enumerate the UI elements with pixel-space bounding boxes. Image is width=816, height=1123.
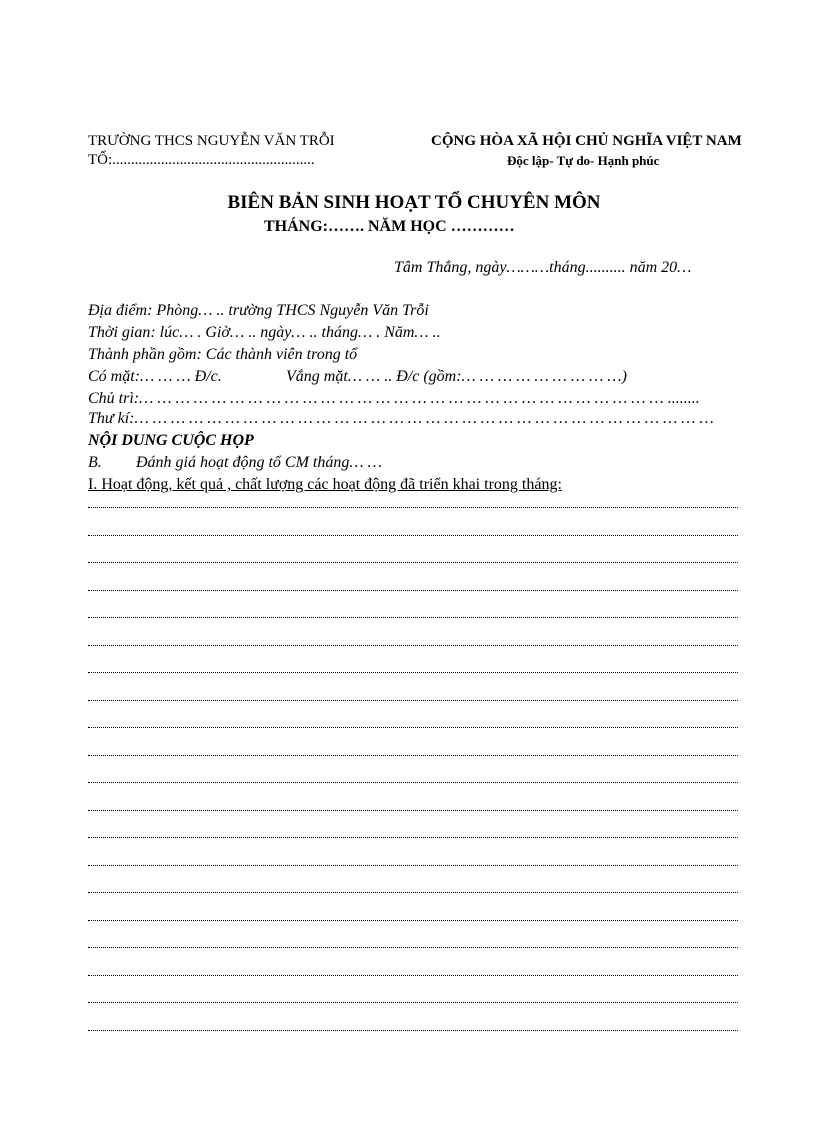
dotted-line bbox=[88, 672, 738, 673]
item-1-heading: I. Hoạt động, kết quả , chất lượng các hoạt động đã triển khai trong tháng: bbox=[88, 476, 562, 493]
dotted-line bbox=[88, 507, 738, 508]
composition-line: Thành phần gồm: Các thành viên trong tổ bbox=[88, 346, 358, 363]
dotted-line bbox=[88, 700, 738, 701]
dotted-line bbox=[88, 1002, 738, 1003]
section-b-letter: B. bbox=[88, 454, 102, 471]
dotted-line bbox=[88, 727, 738, 728]
dotted-line bbox=[88, 810, 738, 811]
dotted-line bbox=[88, 947, 738, 948]
document-subtitle: THÁNG:……. NĂM HỌC ………… bbox=[264, 218, 515, 235]
present-line: Có mặt:… … … Đ/c. bbox=[88, 368, 222, 385]
dotted-line bbox=[88, 1030, 738, 1031]
document-title: BIÊN BẢN SINH HOẠT TỔ CHUYÊN MÔN bbox=[227, 192, 601, 213]
group-field: TỔ:...................................................... bbox=[88, 152, 315, 168]
dotted-line bbox=[88, 865, 738, 866]
dotted-line bbox=[88, 562, 738, 563]
dotted-line bbox=[88, 892, 738, 893]
dotted-line bbox=[88, 755, 738, 756]
dotted-line bbox=[88, 535, 738, 536]
dotted-line bbox=[88, 782, 738, 783]
secretary-line: Thư kí:… … … … … … … … … … … … … … … … … … … … … … … … … … … … … … … … bbox=[88, 410, 714, 427]
location-line: Địa điểm: Phòng… .. trường THCS Nguyễn Văn Trỗi bbox=[88, 302, 429, 319]
section-heading: NỘI DUNG CUỘC HỌP bbox=[88, 432, 254, 449]
dotted-line bbox=[88, 920, 738, 921]
dotted-line bbox=[88, 975, 738, 976]
dotted-line bbox=[88, 837, 738, 838]
section-b-text: Đánh giá hoạt động tổ CM tháng… … bbox=[136, 454, 382, 471]
school-name: TRƯỜNG THCS NGUYỄN VĂN TRỖI bbox=[88, 133, 335, 149]
date-line: Tâm Thắng, ngày………tháng.......... năm 20… bbox=[394, 259, 692, 276]
country-name: CỘNG HÒA XÃ HỘI CHỦ NGHĨA VIỆT NAM bbox=[431, 133, 742, 149]
dotted-line bbox=[88, 617, 738, 618]
chair-line: Chủ trì:… … … … … … … … … … … … … … … … … … … … … … … … … … … … … ........ bbox=[88, 390, 700, 407]
dotted-line bbox=[88, 590, 738, 591]
dotted-line bbox=[88, 645, 738, 646]
national-motto: Độc lập- Tự do- Hạnh phúc bbox=[507, 153, 660, 168]
time-line: Thời gian: lúc… . Giờ… .. ngày… .. tháng… . Năm… .. bbox=[88, 324, 441, 341]
absent-line: Vắng mặt… … .. Đ/c (gồm:… … … … … … … … …) bbox=[286, 368, 627, 385]
